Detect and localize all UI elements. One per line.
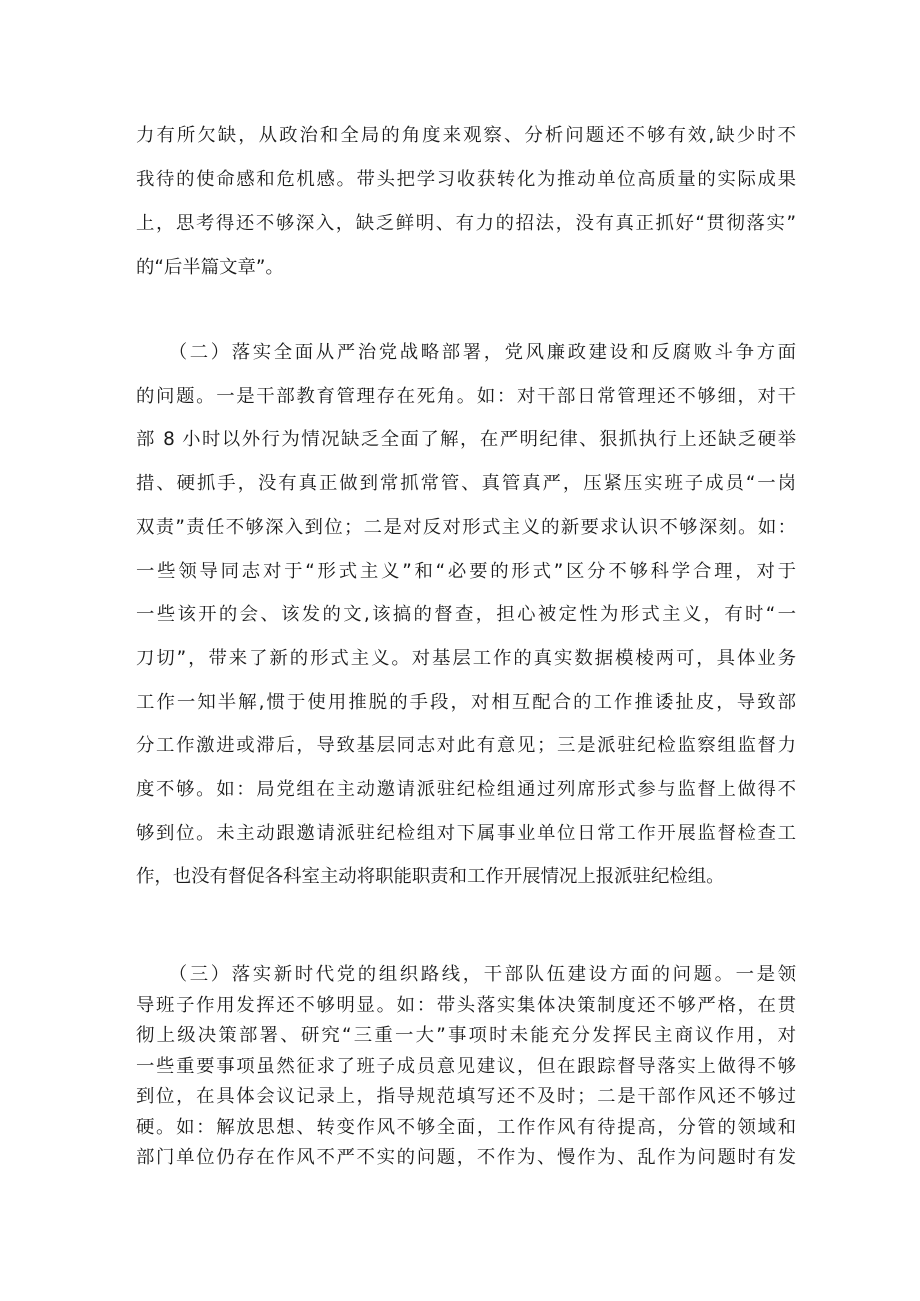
paragraph-section-2 [136,331,796,899]
text-line: 的问题。一是干部教育管理存在死角。如：对干部日常管理还不够细，对干 [136,385,796,407]
section-heading-line: （三）落实新时代党的组织路线，干部队伍建设方面的问题。一是领 [136,964,796,985]
text-line: 硬。如：解放思想、转变作风不够全面，工作作风有待提高，分管的领域和 [136,1116,796,1138]
text-line: 我待的使命感和危机感。带头把学习收获转化为推动单位高质量的实际成果 [136,169,796,190]
text-line: 彻上级决策部署、研究“三重一大”事项时未能充分发挥民主商议作用，对 [136,1025,796,1046]
text-line: 度不够。如：局党组在主动邀请派驻纪检组通过列席形式参与监督上做得不 [136,779,796,801]
text-line: 部 8 小时以外行为情况缺乏全面了解，在严明纪律、狠抓执行上还缺乏硬举 [136,429,796,451]
paragraph-section-3 [136,960,796,1174]
text-line: 分工作激进或滞后，导致基层同志对此有意见；三是派驻纪检监察组监督力 [136,735,796,757]
text-line: 部门单位仍存在作风不严不实的问题，不作为、慢作为、乱作为问题时有发 [136,1147,796,1168]
paragraph-continuation [136,114,796,290]
text-line: 刀切”，带来了新的形式主义。对基层工作的真实数据模棱两可，具体业务 [136,647,796,669]
text-line: 一些重要事项虽然征求了班子成员意见建议，但在跟踪督导落实上做得不够 [136,1055,796,1077]
text-line: 工作一知半解,惯于使用推脱的手段，对相互配合的工作推诿扯皮，导致部 [136,691,796,713]
text-line: 双责”责任不够深入到位；二是对反对形式主义的新要求认识不够深刻。如： [136,516,796,538]
text-line: 作，也没有督促各科室主动将职能职责和工作开展情况上报派驻纪检组。 [136,866,725,888]
text-line: 一些领导同志对于“形式主义”和“必要的形式”区分不够科学合理，对于 [136,560,796,582]
text-line: 导班子作用发挥还不够明显。如：带头落实集体决策制度还不够严格，在贯 [136,994,796,1016]
text-line: 上，思考得还不够深入，缺乏鲜明、有力的招法，没有真正抓好“贯彻落实” [136,213,796,234]
text-line: 够到位。未主动跟邀请派驻纪检组对下属事业单位日常工作开展监督检查工 [136,822,796,844]
section-heading-line: （二）落实全面从严治党战略部署，党风廉政建设和反腐败斗争方面 [136,342,796,363]
text-line: 力有所欠缺，从政治和全局的角度来观察、分析问题还不够有效,缺少时不 [136,125,796,146]
text-line: 到位，在具体会议记录上，指导规范填写还不及时；二是干部作风还不够过 [136,1086,796,1107]
text-line: 措、硬抓手，没有真正做到常抓常管、真管真严，压紧压实班子成员“一岗 [136,473,796,495]
text-line: 的“后半篇文章”。 [136,257,284,278]
text-line: 一些该开的会、该发的文,该搞的督查，担心被定性为形式主义，有时“一 [136,604,796,626]
